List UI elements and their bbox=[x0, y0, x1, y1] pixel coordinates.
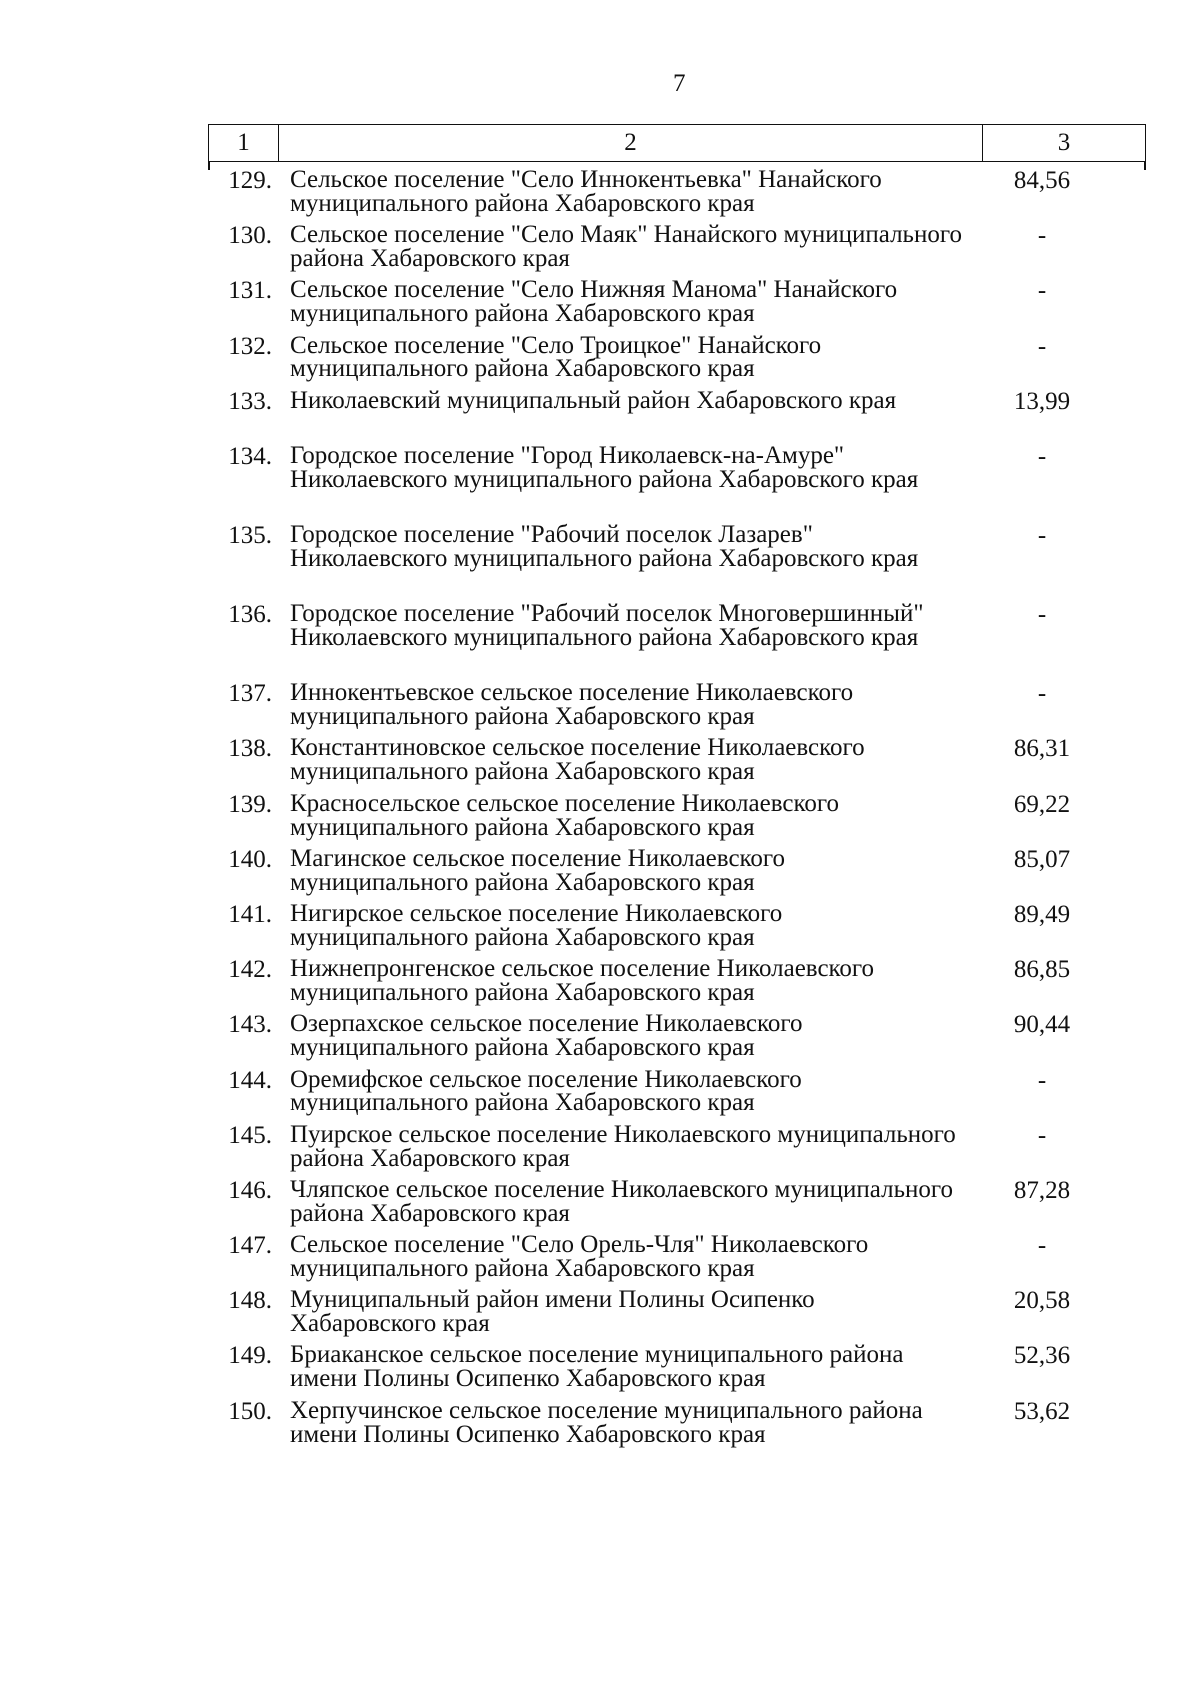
row-name: Сельское поселение "Село Маяк" Нанайского муниципального района Хабаровского края bbox=[290, 221, 962, 273]
row-value: - bbox=[1037, 332, 1047, 360]
table-row bbox=[208, 1175, 1146, 1233]
row-name: Муниципальный район имени Полины Осипенко Хабаровского края bbox=[290, 1286, 815, 1338]
table-header-row bbox=[208, 124, 1146, 162]
row-number: 132. bbox=[228, 332, 272, 360]
row-value: 89,49 bbox=[1013, 900, 1071, 928]
row-value: 90,44 bbox=[1013, 1011, 1071, 1039]
row-name: Николаевский муниципальный район Хабаровского края bbox=[290, 386, 897, 414]
row-value: - bbox=[1037, 277, 1047, 305]
row-number: 140. bbox=[228, 845, 272, 873]
row-name: Оремифское сельское поселение Николаевского муниципального района Хабаровского края bbox=[290, 1065, 802, 1117]
row-value: - bbox=[1037, 1232, 1047, 1260]
row-name: Сельское поселение "Село Нижняя Манома" Нанайского муниципального района Хабаровского края bbox=[290, 276, 898, 328]
row-number: 142. bbox=[228, 956, 272, 984]
row-value: - bbox=[1037, 222, 1047, 250]
row-name: Бриаканское сельское поселение муниципального района имени Полины Осипенко Хабаровского края bbox=[290, 1341, 904, 1393]
row-name: Херпучинское сельское поселение муниципального района имени Полины Осипенко Хабаровского края bbox=[290, 1396, 923, 1448]
row-number: 131. bbox=[228, 277, 272, 305]
row-value: 52,36 bbox=[1013, 1342, 1071, 1370]
table-row bbox=[208, 278, 1146, 333]
row-name: Константиновское сельское поселение Николаевского муниципального района Хабаровского края bbox=[290, 734, 865, 786]
table-row bbox=[208, 602, 1146, 681]
row-name: Городское поселение "Рабочий поселок Лазарев" Николаевского муниципального района Хабаровского края bbox=[290, 521, 919, 572]
row-value: - bbox=[1037, 680, 1047, 708]
page-number-text: 7 bbox=[673, 70, 686, 97]
row-name: Сельское поселение "Село Орель-Чля" Николаевского муниципального района Хабаровского края bbox=[290, 1231, 869, 1282]
table-row bbox=[208, 899, 1146, 957]
row-value: 13,99 bbox=[1013, 387, 1071, 415]
header-cell-3: 3 bbox=[1057, 129, 1071, 156]
row-value: - bbox=[1037, 1066, 1047, 1094]
row-number: 149. bbox=[228, 1342, 272, 1370]
row-number: 135. bbox=[228, 522, 272, 550]
row-value: 69,22 bbox=[1013, 790, 1071, 818]
row-value: 86,31 bbox=[1013, 735, 1071, 763]
table-row bbox=[208, 736, 1146, 791]
row-number: 147. bbox=[228, 1232, 272, 1260]
row-number: 136. bbox=[228, 601, 272, 629]
table-row bbox=[208, 441, 1146, 523]
row-name: Красносельское сельское поселение Николаевского муниципального района Хабаровского края bbox=[290, 789, 839, 841]
row-number: 134. bbox=[228, 442, 272, 470]
row-value: - bbox=[1037, 442, 1047, 470]
row-value: - bbox=[1037, 522, 1047, 550]
table-row bbox=[208, 1012, 1146, 1067]
row-name: Иннокентьевское сельское поселение Николаевского муниципального района Хабаровского края bbox=[290, 679, 854, 731]
row-name: Нижнепронгенское сельское поселение Николаевского муниципального района Хабаровского края bbox=[290, 955, 875, 1007]
row-number: 146. bbox=[228, 1176, 272, 1204]
row-number: 130. bbox=[228, 222, 272, 250]
row-value: 87,28 bbox=[1013, 1176, 1071, 1204]
row-number: 148. bbox=[228, 1287, 272, 1315]
row-name: Нигирское сельское поселение Николаевского муниципального района Хабаровского края bbox=[290, 899, 783, 951]
row-number: 133. bbox=[228, 387, 272, 415]
table-row bbox=[208, 1396, 1146, 1454]
row-number: 144. bbox=[228, 1066, 272, 1094]
table-row bbox=[208, 1065, 1146, 1123]
row-name: Озерпахское сельское поселение Николаевского муниципального района Хабаровского края bbox=[290, 1010, 803, 1062]
table-row bbox=[208, 1343, 1146, 1398]
table-row bbox=[208, 1233, 1146, 1288]
table-row bbox=[208, 1288, 1146, 1343]
row-name: Магинское сельское поселение Николаевского муниципального района Хабаровского края bbox=[290, 844, 786, 896]
table-body bbox=[208, 168, 1146, 1454]
table-row bbox=[208, 844, 1146, 902]
row-number: 143. bbox=[228, 1011, 272, 1039]
row-value: 53,62 bbox=[1013, 1397, 1071, 1425]
row-value: 86,85 bbox=[1013, 956, 1071, 984]
table-row bbox=[208, 168, 1146, 223]
row-number: 139. bbox=[228, 790, 272, 818]
row-number: 138. bbox=[228, 735, 272, 763]
table-row bbox=[208, 523, 1146, 602]
table-row bbox=[208, 1120, 1146, 1178]
row-value: 85,07 bbox=[1013, 845, 1071, 873]
row-name: Пуирское сельское поселение Николаевского муниципального района Хабаровского края bbox=[290, 1120, 956, 1172]
table-row bbox=[208, 331, 1146, 389]
row-name: Чляпское сельское поселение Николаевского муниципального района Хабаровского края bbox=[290, 1175, 953, 1227]
row-name: Сельское поселение "Село Троицкое" Нанайского муниципального района Хабаровского края bbox=[290, 331, 822, 383]
row-number: 145. bbox=[228, 1121, 272, 1149]
row-value: - bbox=[1037, 1121, 1047, 1149]
header-cell-1: 1 bbox=[209, 125, 279, 161]
table-row bbox=[208, 789, 1146, 847]
row-name: Городское поселение "Рабочий поселок Многовершинный" Николаевского муниципального района Хабаровского края bbox=[290, 600, 924, 652]
header-cell-2: 2 bbox=[279, 125, 983, 161]
row-number: 150. bbox=[228, 1397, 272, 1425]
row-number: 129. bbox=[228, 167, 272, 194]
table-row bbox=[208, 223, 1146, 278]
row-name: Городское поселение "Город Николаевск-на-Амуре" Николаевского муниципального района Хабаровского края bbox=[290, 441, 919, 493]
row-name: Сельское поселение "Село Иннокентьевка" Нанайского муниципального района Хабаровского края bbox=[290, 166, 882, 217]
row-value: 84,56 bbox=[1013, 167, 1071, 194]
table-row bbox=[208, 957, 1146, 1012]
row-value: - bbox=[1037, 601, 1047, 629]
row-value: 20,58 bbox=[1013, 1287, 1071, 1315]
row-number: 141. bbox=[228, 900, 272, 928]
table-row bbox=[208, 681, 1146, 736]
table-row bbox=[208, 386, 1146, 444]
row-number: 137. bbox=[228, 680, 272, 708]
